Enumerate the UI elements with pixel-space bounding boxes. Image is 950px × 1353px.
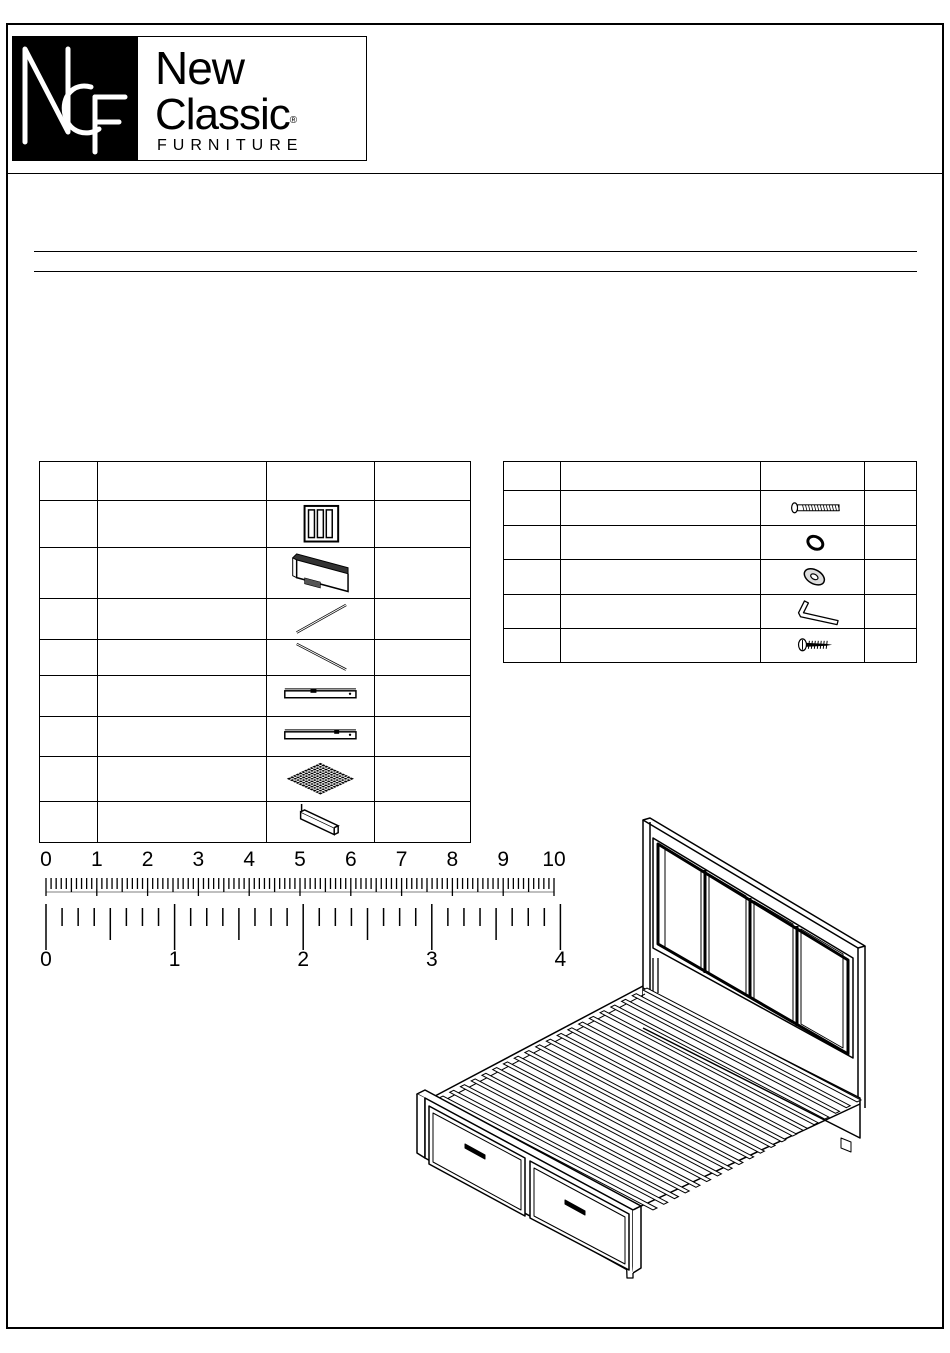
cm-tick-label: 8 bbox=[446, 848, 459, 871]
table-row bbox=[504, 525, 917, 560]
table-row bbox=[40, 717, 471, 757]
bolt-icon bbox=[761, 491, 864, 525]
side-rail-icon bbox=[267, 640, 374, 675]
table-row bbox=[40, 757, 471, 801]
cm-tick-label: 5 bbox=[294, 848, 306, 871]
inch-tick-label: 1 bbox=[168, 948, 181, 971]
table-header-row bbox=[504, 462, 917, 491]
monogram-block bbox=[13, 37, 138, 160]
table-row bbox=[40, 640, 471, 676]
table-row bbox=[504, 594, 917, 629]
center-rail-icon bbox=[267, 676, 374, 717]
cm-tick-label: 4 bbox=[243, 848, 256, 871]
flat-washer-icon bbox=[761, 560, 864, 594]
parts-list-table bbox=[39, 461, 471, 843]
logo-word-new: New bbox=[155, 42, 245, 94]
center-rail-icon bbox=[267, 717, 374, 756]
table-row bbox=[40, 598, 471, 640]
logo-word-furniture: FURNITURE bbox=[157, 137, 304, 154]
logo-word-classic bbox=[155, 91, 296, 139]
cm-tick-label: 6 bbox=[344, 848, 357, 871]
registered-mark: ® bbox=[289, 115, 297, 126]
cm-tick-label: 10 bbox=[542, 848, 566, 871]
cm-tick-label: 2 bbox=[141, 848, 154, 871]
table-row bbox=[40, 548, 471, 598]
table-row bbox=[40, 501, 471, 548]
allen-key-icon bbox=[761, 595, 864, 629]
support-leg-icon bbox=[267, 802, 374, 843]
hardware-list-table bbox=[503, 461, 917, 663]
ncf-monogram-icon bbox=[13, 37, 138, 160]
title-rule-top bbox=[34, 251, 917, 252]
brand-logo bbox=[12, 36, 367, 161]
table-row bbox=[504, 629, 917, 663]
inch-tick-label: 2 bbox=[297, 948, 310, 971]
title-rule-bottom bbox=[34, 271, 917, 272]
cm-tick-label: 9 bbox=[497, 848, 510, 871]
cm-tick-label: 3 bbox=[192, 848, 205, 871]
side-rail-icon bbox=[267, 599, 374, 640]
inch-tick-label: 3 bbox=[425, 948, 438, 971]
footboard-storage-icon bbox=[267, 548, 374, 597]
lock-washer-icon bbox=[761, 526, 864, 560]
cm-tick-label: 0 bbox=[40, 848, 52, 871]
cm-tick-label: 7 bbox=[395, 848, 408, 871]
assembled-bed-illustration bbox=[405, 808, 870, 1288]
logo-classic-text: Classic bbox=[155, 90, 290, 139]
header-separator bbox=[6, 173, 944, 174]
wood-screw-icon bbox=[761, 629, 864, 662]
table-row bbox=[504, 560, 917, 595]
table-header-row bbox=[40, 462, 471, 501]
inch-tick-label: 4 bbox=[554, 948, 567, 971]
slat-roll-icon bbox=[267, 757, 374, 800]
inch-tick-label: 0 bbox=[40, 948, 52, 971]
headboard-icon bbox=[267, 501, 374, 547]
table-row bbox=[504, 491, 917, 526]
table-row bbox=[40, 675, 471, 717]
cm-tick-label: 1 bbox=[90, 848, 103, 871]
